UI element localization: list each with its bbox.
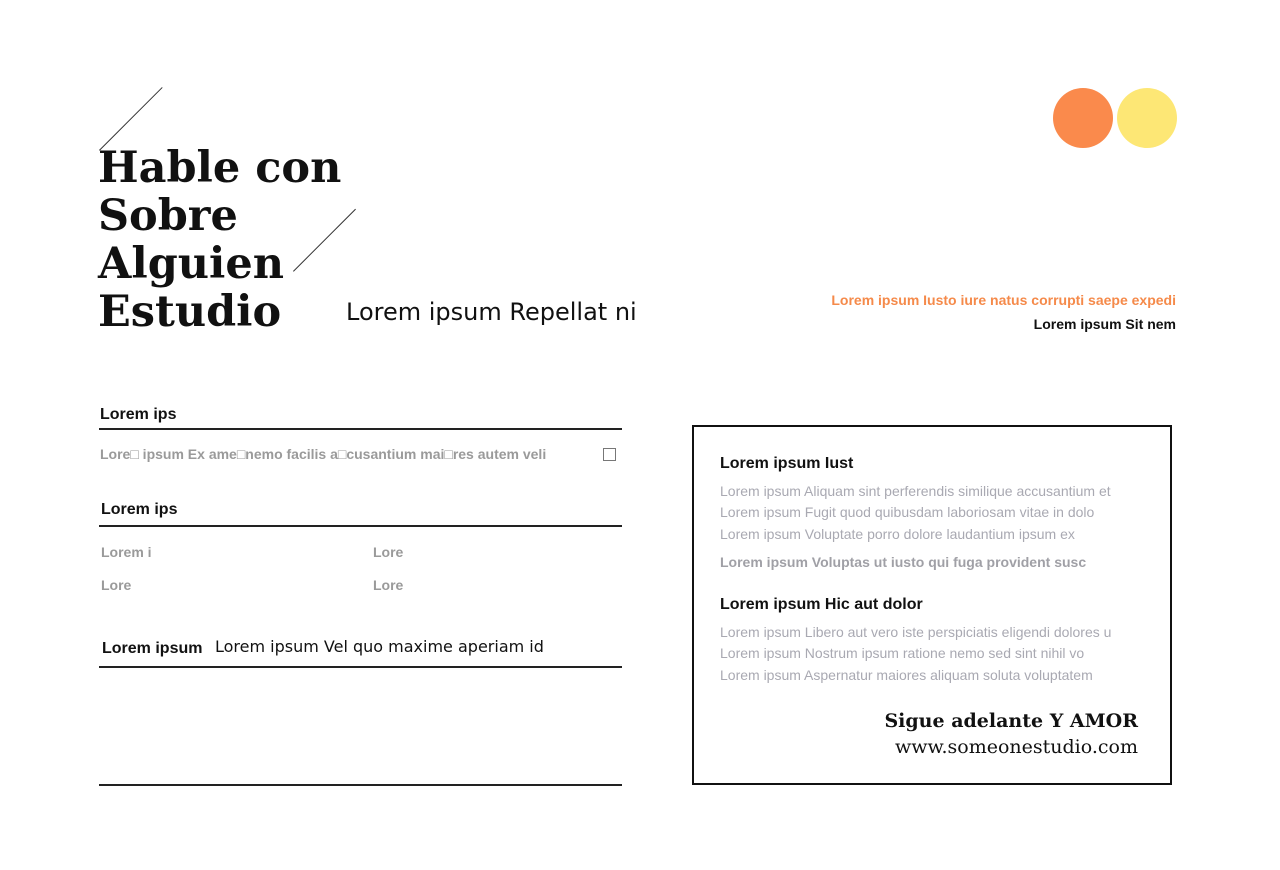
section-2-item-2: Lore: [373, 544, 404, 560]
tagline-black: Lorem ipsum Sit nem: [1033, 316, 1176, 332]
card-block-2-line-2: Lorem ipsum Nostrum ipsum ratione nemo sed sint nihil vo: [720, 645, 1085, 661]
section-3-value: Lorem ipsum Vel quo maxime aperiam id: [215, 637, 544, 656]
section-3-label: Lorem ipsum: [102, 640, 203, 657]
website-link[interactable]: www.someonestudio.com: [894, 736, 1138, 758]
orange-circle-icon: [1053, 88, 1113, 148]
section-2-item-4: Lore: [373, 577, 404, 593]
card-block-2-line-1: Lorem ipsum Libero aut vero iste perspiciatis eligendi dolores u: [720, 624, 1112, 640]
card-block-1-heading: Lorem ipsum Iust: [720, 455, 854, 472]
section-2-divider: [99, 525, 622, 527]
card-block-1-line-1: Lorem ipsum Aliquam sint perferendis similique accusantium et: [720, 483, 1111, 499]
section-1-text: Lore□ ipsum Ex ame□nemo facilis a□cusantium mai□res autem veli: [100, 446, 547, 462]
section-2-item-1: Lorem i: [101, 544, 152, 560]
title-line-4: Estudio: [98, 287, 282, 337]
decorative-line-top: [99, 87, 163, 151]
yellow-circle-icon: [1117, 88, 1177, 148]
signature: Sigue adelante Y AMOR: [884, 710, 1138, 732]
section-2-heading: Lorem ips: [101, 501, 178, 518]
card-block-2-heading: Lorem ipsum Hic aut dolor: [720, 596, 923, 613]
section-2-item-3: Lore: [101, 577, 132, 593]
info-card: [692, 425, 1172, 785]
empty-box-icon: [603, 448, 616, 461]
card-block-1-bold-line: Lorem ipsum Voluptas ut iusto qui fuga provident susc: [720, 554, 1087, 570]
title-line-1: Hable con: [98, 143, 342, 193]
card-block-2-line-3: Lorem ipsum Aspernatur maiores aliquam soluta voluptatem: [720, 667, 1093, 683]
section-1-divider: [99, 428, 622, 430]
card-block-1-line-2: Lorem ipsum Fugit quod quibusdam laboriosam vitae in dolo: [720, 504, 1095, 520]
card-block-1-line-3: Lorem ipsum Voluptate porro dolore laudantium ipsum ex: [720, 526, 1075, 542]
section-1-heading: Lorem ips: [100, 406, 177, 423]
subtitle: Lorem ipsum Repellat ni: [346, 298, 637, 326]
title-line-2: Sobre: [98, 191, 238, 241]
title-line-3: Alguien: [98, 239, 284, 289]
tagline-orange: Lorem ipsum Iusto iure natus corrupti saepe expedi: [831, 292, 1176, 308]
section-3-divider: [99, 666, 622, 668]
bottom-divider: [99, 784, 622, 786]
page-title: [98, 144, 341, 336]
